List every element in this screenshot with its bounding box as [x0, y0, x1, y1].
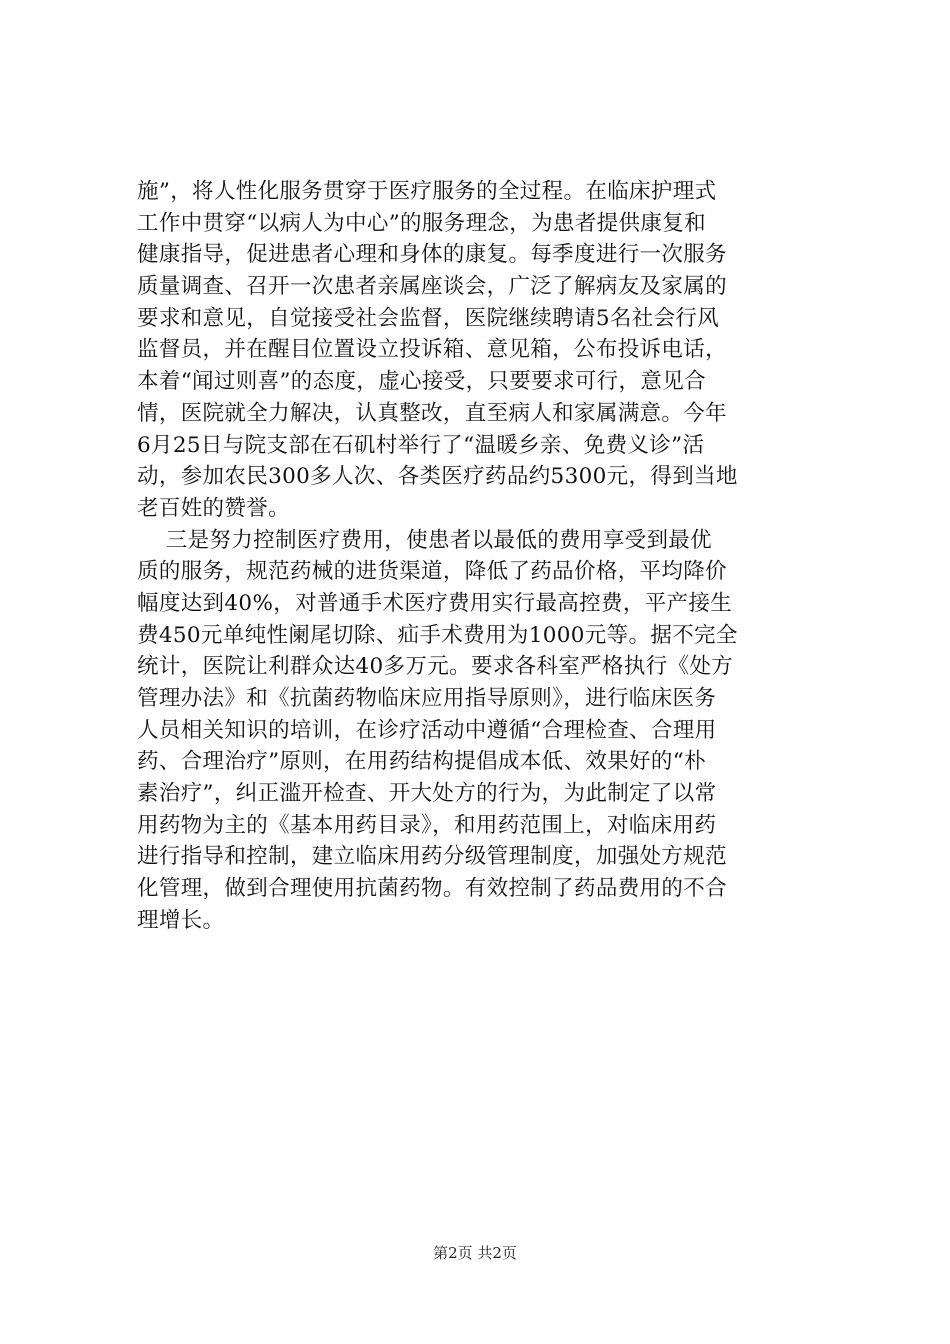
text-line: 用药物为主的《基本用药目录》，和用药范围上，对临床用药 — [137, 812, 717, 838]
text-line: 三是努力控制医疗费用，使患者以最低的费用享受到最优 — [137, 527, 712, 553]
text-line: 健康指导，促进患者心理和身体的康复。每季度进行一次服务 — [137, 242, 727, 268]
text-line: 进行指导和控制，建立临床用药分级管理制度，加强处方规范 — [137, 844, 727, 870]
text-line: 素治疗”，纠正滥开检查、开大处方的行为，为此制定了以常 — [137, 781, 717, 807]
text-line: 监督员，并在醒目位置设立投诉箱、意见箱，公布投诉电话， — [137, 337, 727, 363]
text-line: 质的服务，规范药械的进货渠道，降低了药品价格，平均降价 — [137, 559, 727, 585]
text-line: 情，医院就全力解决，认真整改，直至病人和家属满意。今年 — [137, 400, 727, 426]
text-line: 6月25日与院支部在石矶村举行了“温暖乡亲、免费义诊”活 — [137, 432, 705, 458]
text-line: 费450元单纯性阑尾切除、疝手术费用为1000元等。据不完全 — [137, 622, 738, 648]
paragraph-2 — [137, 525, 827, 937]
text-line: 施”，将人性化服务贯穿于医疗服务的全过程。在临床护理式 — [137, 179, 717, 204]
text-line: 幅度达到40%，对普通手术医疗费用实行最高控费，平产接生 — [137, 590, 733, 616]
text-line: 统计，医院让利群众达40多万元。要求各科室严格执行《处方 — [137, 654, 734, 680]
text-line: 工作中贯穿“以病人为中心”的服务理念，为患者提供康复和 — [137, 210, 706, 236]
text-line: 动，参加农民300多人次、各类医疗药品约5300元，得到当地 — [137, 464, 738, 490]
text-line: 要求和意见，自觉接受社会监督，医院继续聘请5名社会行风 — [137, 305, 720, 331]
text-line: 人员相关知识的培训，在诊疗活动中遵循“合理检查、合理用 — [137, 717, 717, 743]
page-number-footer: 第2页 共2页 — [433, 1244, 517, 1262]
text-line: 化管理，做到合理使用抗菌药物。有效控制了药品费用的不合 — [137, 876, 727, 902]
text-line: 本着“闻过则喜”的态度，虚心接受，只要要求可行，意见合 — [137, 369, 706, 395]
text-line: 老百姓的赞誉。 — [137, 495, 290, 521]
body-text — [137, 176, 827, 937]
text-line: 质量调查、召开一次患者亲属座谈会，广泛了解病友及家属的 — [137, 274, 727, 300]
text-line: 药、合理治疗”原则，在用药结构提倡成本低、效果好的“朴 — [137, 749, 706, 775]
text-line: 理增长。 — [137, 907, 225, 933]
text-line: 管理办法》和《抗菌药物临床应用指导原则》，进行临床医务 — [137, 686, 717, 711]
paragraph-1 — [137, 176, 827, 525]
